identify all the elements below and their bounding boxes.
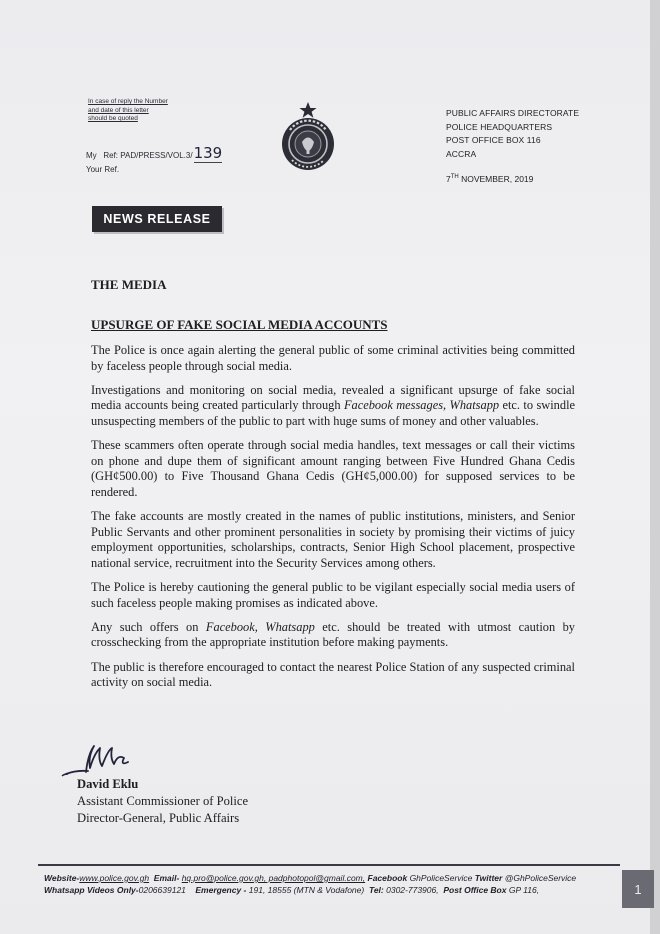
- directorate-address: [446, 107, 579, 161]
- paragraph: The fake accounts are mostly created in the names of public institutions, ministers, and Senior Public Servants and other prominent personalities in society by promising their victims of juicy employment opportunities, scholarships, contracts, Senior High School placement, prospective national service, recruitment into the Security Services among others.: [91, 509, 575, 570]
- pobox-label: Post Office Box: [443, 884, 507, 895]
- website-link[interactable]: www.police.gov.gh: [79, 873, 150, 883]
- date-rest: NOVEMBER, 2019: [458, 174, 534, 184]
- paragraph: [91, 620, 575, 651]
- address-line: ACCRA: [446, 148, 477, 159]
- signatory-name: David Eklu: [77, 777, 139, 791]
- emergency-numbers: 191, 18555 (MTN & Vodafone): [248, 884, 365, 895]
- my-reference: [86, 144, 222, 162]
- date-day: 7: [446, 174, 451, 184]
- news-release-banner: NEWS RELEASE: [92, 206, 222, 232]
- footer-line-1: [44, 873, 624, 885]
- reply-instruction: In case of reply the Number and date of this letter should be quoted: [88, 98, 168, 122]
- my-ref-label: My: [86, 151, 97, 160]
- paragraph: The public is therefore encouraged to contact the nearest Police Station of any suspected criminal activity on social media.: [91, 659, 575, 690]
- paragraph: These scammers often operate through social media handles, text messages or call their victims on phone and dupe them of significant amount ranging between Five Hundred Ghana Cedis (GH¢500.00) to Five Thousand Ghana Cedis (GH¢5,000.00) for supposed services to be rendered.: [91, 438, 575, 499]
- letter-date: [446, 174, 533, 184]
- email-link[interactable]: hq.pro@police.gov.gh, padphotopol@gmail.com,: [181, 873, 366, 883]
- email-label: Email-: [153, 873, 180, 883]
- paragraph: The Police is once again alerting the general public of some criminal activities being committed by faceless people through social media.: [91, 343, 575, 373]
- address-line: POST OFFICE BOX 116: [446, 135, 541, 145]
- paragraph: The Police is hereby cautioning the general public to be vigilant especially social media users of such faceless people making promises as indicated above.: [91, 580, 575, 610]
- signatory-block: [77, 776, 248, 827]
- addressee: THE MEDIA: [91, 277, 167, 292]
- twitter-label: Twitter: [474, 873, 503, 883]
- address-line: POLICE HEADQUARTERS: [446, 121, 553, 132]
- paragraph-text: Any such offers on: [91, 619, 206, 634]
- whatsapp-label: Whatsapp Videos Only-: [44, 884, 139, 895]
- whatsapp-number: 0206639121: [138, 884, 186, 895]
- your-reference: Your Ref.: [86, 165, 120, 174]
- tel-number: 0302-773906,: [386, 884, 439, 895]
- release-body: [91, 343, 575, 699]
- tel-label: Tel:: [368, 884, 384, 895]
- page-number: 1: [622, 870, 654, 908]
- paragraph-emphasis: Facebook messages, Whatsapp: [343, 398, 500, 413]
- page-edge: [650, 0, 660, 934]
- emergency-label: Emergency -: [195, 884, 247, 895]
- footer-line-2: [44, 885, 624, 897]
- facebook-handle: GhPoliceService: [409, 873, 473, 883]
- paragraph-text: etc. should be treated with utmost caution by crosschecking from the appropriate institution before making payments.: [91, 619, 575, 650]
- footer-divider: [38, 864, 620, 866]
- paragraph-text: Investigations and monitoring on social media, revealed a significant upsurge of fake social media accounts being created particularly through: [91, 382, 575, 413]
- address-line: PUBLIC AFFAIRS DIRECTORATE: [446, 108, 580, 118]
- ghana-police-crest-icon: [276, 102, 340, 174]
- handwritten-ref-number: 139: [193, 144, 223, 162]
- ref-prefix: Ref: PAD/PRESS/VOL.3/: [103, 151, 193, 160]
- pobox-number: GP 116,: [508, 884, 540, 895]
- paragraph: [91, 383, 575, 430]
- signatory-rank: Assistant Commissioner of Police: [77, 794, 249, 808]
- contact-footer: [44, 873, 624, 896]
- paragraph-text: etc. to swindle unsuspecting members of the public to part with huge sums of money and other valuables.: [91, 398, 576, 428]
- signatory-title: Director-General, Public Affairs: [77, 811, 240, 825]
- paragraph-emphasis: Facebook, Whatsapp: [205, 619, 315, 634]
- facebook-label: Facebook: [367, 873, 408, 883]
- date-suffix: TH: [450, 174, 459, 181]
- website-label: Website-: [44, 873, 80, 883]
- twitter-handle: @GhPoliceService: [504, 873, 577, 883]
- subject-heading: UPSURGE OF FAKE SOCIAL MEDIA ACCOUNTS: [91, 317, 388, 332]
